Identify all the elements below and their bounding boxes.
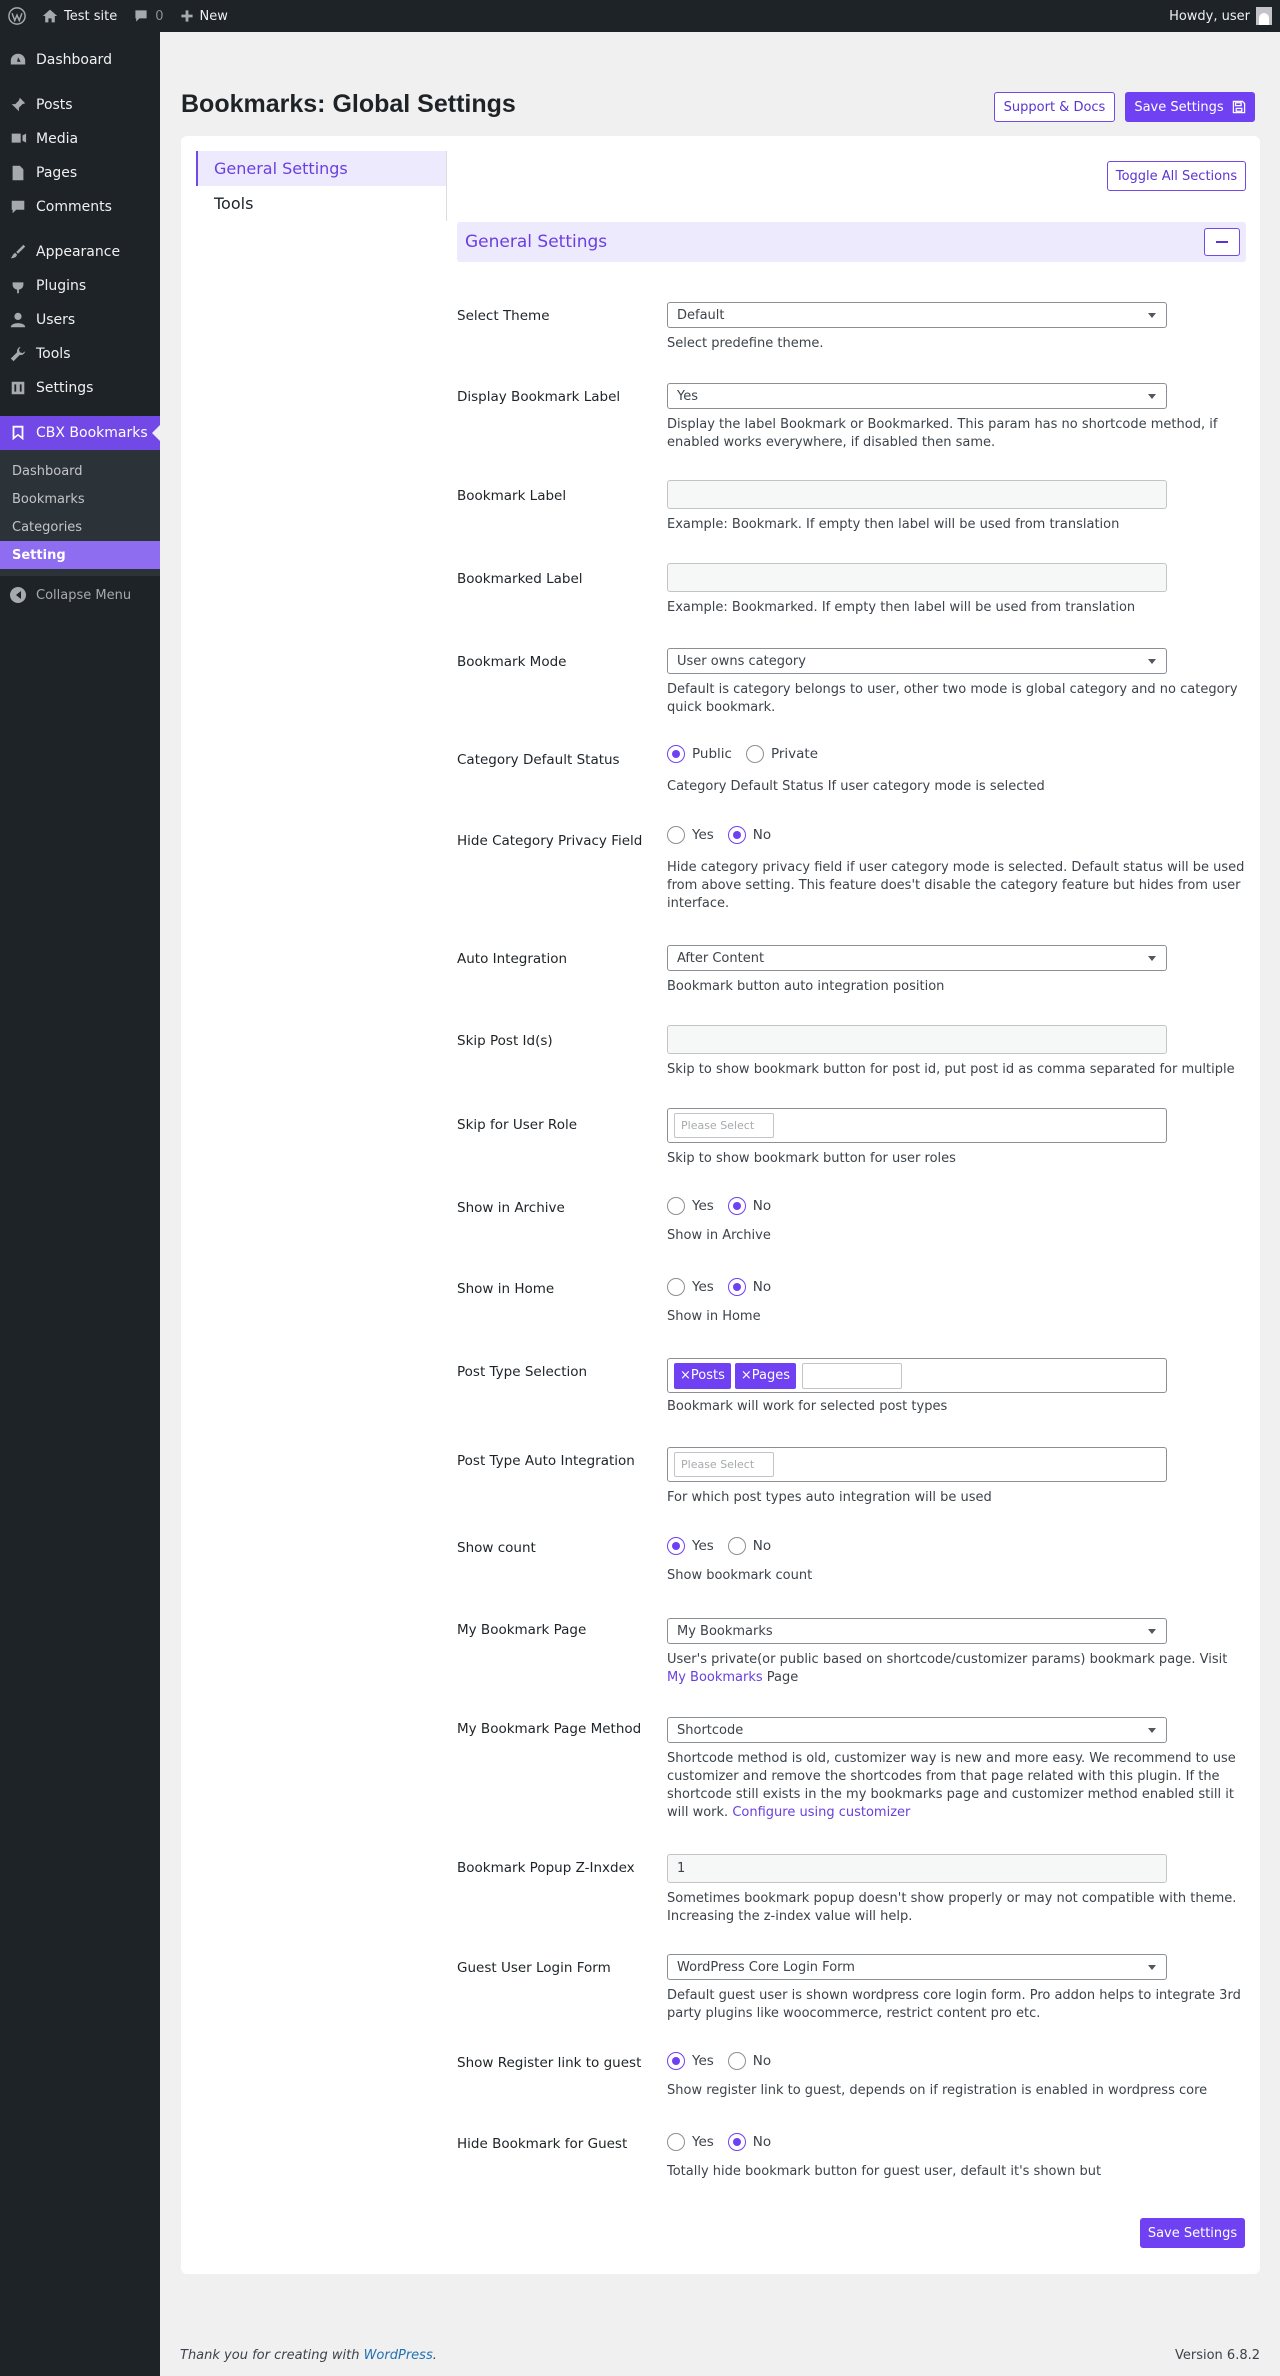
radio-yes[interactable] (667, 1197, 714, 1215)
field-description: Example: Bookmark. If empty then label will be used from translation (667, 517, 1120, 532)
field-description: Skip to show bookmark button for user roles (667, 1151, 956, 1166)
field-description (667, 1750, 1246, 1822)
radio-dot (667, 1278, 685, 1296)
save-icon (1232, 100, 1246, 114)
my-bookmarks-link[interactable]: My Bookmarks (667, 1670, 763, 1685)
collapse-icon (10, 587, 26, 603)
skip-role-multiselect[interactable] (667, 1108, 1167, 1143)
bookmarked-label-input[interactable] (667, 563, 1167, 592)
sidebar-item-settings[interactable] (0, 371, 160, 405)
section-title: General Settings (465, 232, 608, 252)
radio-no[interactable] (728, 1278, 771, 1296)
sidebar-item-cbx-bookmarks[interactable] (0, 416, 160, 450)
field-description: Bookmark button auto integration position (667, 979, 945, 994)
plug-icon (8, 276, 28, 296)
auto-integration-dropdown[interactable]: After Content (667, 945, 1167, 971)
field-label: Hide Bookmark for Guest (457, 2136, 628, 2152)
multiselect-placeholder: Please Select (674, 1113, 774, 1138)
field-label: Show Register link to guest (457, 2055, 642, 2071)
my-bookmark-page-dropdown[interactable]: My Bookmarks (667, 1618, 1167, 1644)
radio-dot (728, 826, 746, 844)
show-home-radios (667, 1277, 1167, 1297)
sidebar-item-label: Comments (36, 199, 112, 215)
radio-dot (728, 1278, 746, 1296)
radio-public[interactable] (667, 745, 732, 763)
dashboard-icon (8, 50, 28, 70)
field-label: Display Bookmark Label (457, 389, 621, 405)
radio-dot (728, 1537, 746, 1555)
radio-dot (667, 745, 685, 763)
sidebar-item-label: Plugins (36, 278, 87, 294)
chip-posts[interactable]: ×Posts (674, 1363, 731, 1389)
page-title: Bookmarks: Global Settings (181, 90, 516, 118)
zindex-input[interactable]: 1 (667, 1854, 1167, 1883)
page-method-dropdown[interactable]: Shortcode (667, 1717, 1167, 1743)
post-types-multiselect[interactable] (667, 1358, 1167, 1393)
radio-label: Yes (692, 1198, 714, 1214)
settings-tabs (196, 151, 447, 221)
field-description: Bookmark will work for selected post types (667, 1399, 948, 1414)
field-description: Category Default Status If user category mode is selected (667, 779, 1045, 794)
radio-dot (667, 2052, 685, 2070)
radio-yes[interactable] (667, 1278, 714, 1296)
footer-end: . (432, 2348, 437, 2363)
tab-tools[interactable]: Tools (214, 194, 254, 213)
show-count-radios (667, 1536, 1167, 1556)
radio-yes[interactable] (667, 2133, 714, 2151)
radio-label: Yes (692, 2134, 714, 2150)
field-description: Select predefine theme. (667, 336, 824, 351)
field-description: Example: Bookmarked. If empty then label will be used from translation (667, 600, 1136, 615)
field-description: Default is category belongs to user, other two mode is global category and no category quick bookmark. (667, 682, 1238, 715)
multiselect-placeholder: Please Select (674, 1452, 774, 1477)
new-content-link[interactable] (172, 0, 236, 32)
field-label: Skip for User Role (457, 1117, 578, 1133)
radio-yes[interactable] (667, 826, 714, 844)
post-types-search[interactable] (802, 1363, 902, 1389)
field-description: Show in Archive (667, 1228, 771, 1243)
comment-icon (8, 197, 28, 217)
home-icon (42, 8, 58, 24)
field-label: Guest User Login Form (457, 1960, 611, 1976)
field-description: Sometimes bookmark popup doesn't show properly or may not compatible with theme. Increasing the z-index value will help. (667, 1891, 1237, 1924)
plus-icon (180, 9, 194, 23)
comments-count: 0 (155, 8, 164, 24)
select-theme-dropdown[interactable]: Default (667, 302, 1167, 328)
radio-label: No (752, 2053, 772, 2069)
field-description: Show in Home (667, 1309, 761, 1324)
avatar (1256, 7, 1272, 25)
footer-version: Version 6.8.2 (1174, 2348, 1260, 2363)
minus-icon (1216, 241, 1228, 243)
radio-dot (728, 2052, 746, 2070)
radio-label: No (752, 1198, 772, 1214)
sidebar-item-appearance[interactable] (0, 235, 160, 269)
sidebar-item-plugins[interactable] (0, 269, 160, 303)
sidebar-item-label: CBX Bookmarks (36, 425, 148, 441)
sidebar-item-media[interactable] (0, 122, 160, 156)
cbx-submenu (0, 450, 160, 576)
radio-no[interactable] (728, 826, 771, 844)
sidebar-item-label: Pages (36, 165, 78, 181)
radio-label: No (752, 1279, 772, 1295)
radio-label: No (752, 827, 772, 843)
sidebar-item-label: Tools (36, 346, 71, 362)
desc-text: User's private(or public based on shortcode/customizer params) bookmark page. Visit (667, 1652, 1228, 1667)
user-icon (8, 310, 28, 330)
support-docs-button[interactable]: Support & Docs (994, 92, 1115, 122)
field-label: My Bookmark Page (457, 1622, 587, 1638)
field-description: Show bookmark count (667, 1568, 813, 1583)
radio-no[interactable] (728, 1197, 771, 1215)
radio-label: No (752, 2134, 772, 2150)
sidebar-item-users[interactable] (0, 303, 160, 337)
radio-label: Yes (692, 1538, 714, 1554)
field-description (667, 1651, 1246, 1687)
collapse-label: Collapse Menu (36, 587, 132, 603)
comment-icon (133, 8, 149, 24)
radio-no[interactable] (728, 1537, 771, 1555)
hide-guest-radios (667, 2132, 1167, 2152)
configure-customizer-link[interactable]: Configure using customizer (732, 1805, 911, 1820)
sidebar-item-tools[interactable] (0, 337, 160, 371)
field-description: Hide category privacy field if user category mode is selected. Default status will be used from above setting. This feature does't disable the category feature but hides from user interface. (667, 860, 1245, 911)
radio-dot (667, 1197, 685, 1215)
site-name: Test site (64, 8, 118, 24)
field-label: Bookmark Popup Z-Inxdex (457, 1860, 635, 1876)
field-description: Display the label Bookmark or Bookmarked. This param has no shortcode method, if enabled works everywhere, if disabled then same. (667, 417, 1218, 450)
sidebar-item-label: Users (36, 312, 76, 328)
section-header (457, 222, 1246, 262)
media-icon (8, 129, 28, 149)
field-label: Select Theme (457, 308, 550, 324)
desc-text: Shortcode method is old, customizer way is new and more easy. We recommend to use customizer and remove the shortcodes from that page related with this plugin. If the shortcode still exists in the my bookmarks page and customizer method enabled still it will work. (667, 1751, 1236, 1820)
field-label: Auto Integration (457, 951, 568, 967)
chip-pages[interactable]: ×Pages (735, 1363, 796, 1389)
field-label: Post Type Selection (457, 1364, 588, 1380)
radio-no[interactable] (728, 2133, 771, 2151)
field-label: Bookmark Mode (457, 654, 567, 670)
tab-general-settings[interactable]: General Settings (196, 151, 446, 186)
guest-login-form-dropdown[interactable]: WordPress Core Login Form (667, 1954, 1167, 1980)
brush-icon (8, 242, 28, 262)
radio-dot (728, 1197, 746, 1215)
sidebar-item-comments[interactable] (0, 190, 160, 224)
admin-sidebar (0, 32, 160, 2376)
sidebar-item-pages[interactable] (0, 156, 160, 190)
radio-label: Yes (692, 2053, 714, 2069)
howdy-text: Howdy, user (1169, 8, 1250, 24)
submenu-item-categories[interactable]: Categories (12, 519, 83, 535)
radio-label: No (752, 1538, 772, 1554)
show-archive-radios (667, 1196, 1167, 1216)
submenu-item-setting[interactable]: Setting (0, 541, 160, 569)
new-label: New (199, 8, 228, 24)
submenu-item-dashboard[interactable]: Dashboard (12, 463, 83, 479)
radio-dot (667, 2133, 685, 2151)
submenu-item-bookmarks[interactable]: Bookmarks (12, 491, 85, 507)
wrench-icon (8, 344, 28, 364)
sidebar-item-label: Settings (36, 380, 94, 396)
bookmark-label-input[interactable] (667, 480, 1167, 509)
field-label: Hide Category Privacy Field (457, 833, 643, 849)
radio-private[interactable] (746, 745, 818, 763)
bottom-save-settings-button[interactable]: Save Settings (1140, 2218, 1245, 2248)
radio-yes[interactable] (667, 1537, 714, 1555)
radio-yes[interactable] (667, 2052, 714, 2070)
bookmark-mode-dropdown[interactable]: User owns category (667, 648, 1167, 674)
field-label: Show in Archive (457, 1200, 565, 1216)
admin-bar (0, 0, 1280, 32)
post-type-auto-multiselect[interactable] (667, 1447, 1167, 1482)
sidebar-item-label: Appearance (36, 244, 121, 260)
sidebar-item-label: Posts (36, 97, 73, 113)
radio-dot (728, 2133, 746, 2151)
desc-text: Page (762, 1670, 799, 1685)
skip-post-ids-input[interactable] (667, 1025, 1167, 1054)
bookmark-icon (8, 423, 28, 443)
sidebar-item-label: Media (36, 131, 79, 147)
field-label: Post Type Auto Integration (457, 1453, 635, 1469)
field-label: Show in Home (457, 1281, 555, 1297)
settings-card (181, 136, 1260, 2274)
field-label: Skip Post Id(s) (457, 1033, 553, 1049)
display-label-dropdown[interactable]: Yes (667, 383, 1167, 409)
pin-icon (8, 95, 28, 115)
section-collapse-button[interactable] (1204, 228, 1240, 256)
field-label: Bookmarked Label (457, 571, 583, 587)
field-label: Category Default Status (457, 752, 620, 768)
field-description: For which post types auto integration will be used (667, 1490, 992, 1505)
settings-icon (8, 378, 28, 398)
radio-dot (746, 745, 764, 763)
radio-label: Public (692, 746, 732, 762)
save-label: Save Settings (1134, 99, 1224, 115)
sidebar-item-dashboard[interactable] (0, 43, 160, 77)
radio-dot (667, 826, 685, 844)
site-name-link[interactable] (34, 0, 125, 32)
sidebar-item-posts[interactable] (0, 88, 160, 122)
register-link-radios (667, 2051, 1167, 2071)
save-settings-button[interactable] (1125, 92, 1255, 122)
footer-thanks (180, 2348, 437, 2363)
sidebar-item-label: Dashboard (36, 52, 112, 68)
my-account[interactable] (1169, 0, 1272, 32)
collapse-menu-button[interactable] (0, 578, 160, 612)
field-description: Default guest user is shown wordpress core login form. Pro addon helps to integrate 3rd party plugins like woocommerce, restrict content pro etc. (667, 1988, 1241, 2021)
toggle-all-sections-button[interactable]: Toggle All Sections (1107, 161, 1246, 191)
radio-label: Yes (692, 1279, 714, 1295)
field-label: Bookmark Label (457, 488, 567, 504)
footer-text: Thank you for creating with (180, 2348, 364, 2363)
field-label: My Bookmark Page Method (457, 1721, 642, 1737)
field-description: Show register link to guest, depends on if registration is enabled in wordpress core (667, 2083, 1208, 2098)
field-label: Show count (457, 1540, 536, 1556)
radio-label: Private (770, 746, 819, 762)
radio-no[interactable] (728, 2052, 771, 2070)
page-icon (8, 163, 28, 183)
radio-label: Yes (692, 827, 714, 843)
category-status-radios (667, 744, 1167, 764)
radio-dot (667, 1537, 685, 1555)
field-description: Skip to show bookmark button for post id, put post id as comma separated for multiple (667, 1062, 1235, 1077)
wordpress-logo-icon[interactable] (0, 0, 34, 32)
wordpress-link[interactable]: WordPress (363, 2348, 433, 2363)
field-description: Totally hide bookmark button for guest user, default it's shown but (667, 2164, 1102, 2179)
comments-link[interactable] (125, 0, 171, 32)
hide-privacy-radios (667, 825, 1167, 845)
